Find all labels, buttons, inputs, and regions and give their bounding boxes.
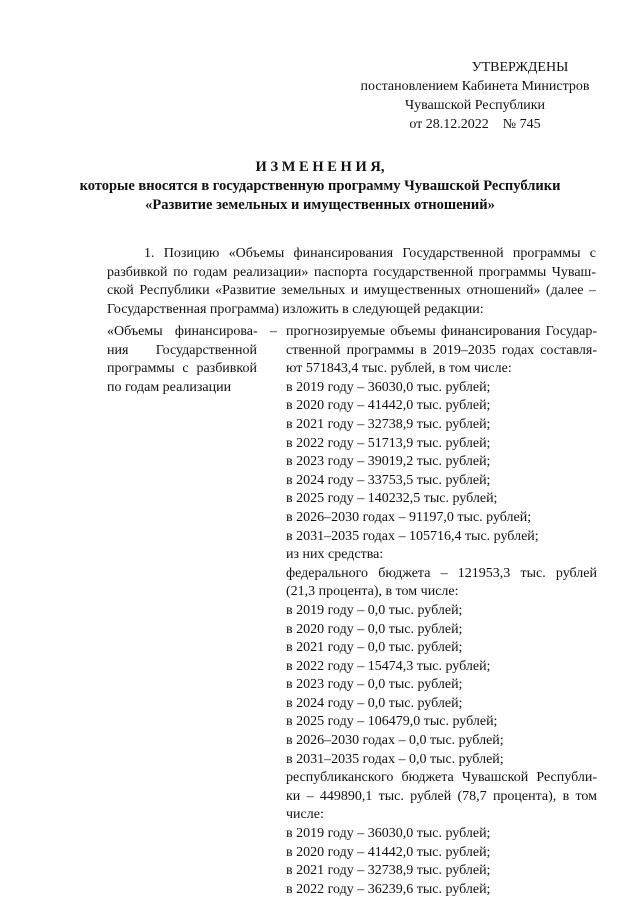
table-right-line: в 2025 году – 106479,0 тыс. рублей; — [286, 714, 498, 730]
table-right-line: в 2021 году – 32738,9 тыс. рублей; — [286, 416, 491, 432]
table-right-line: федерального бюджета – 121953,3 тыс. рублей — [286, 565, 597, 581]
table-right-line: ют 571843,4 тыс. рублей, в том числе: — [286, 361, 512, 377]
table-right-line: в 2022 году – 36239,6 тыс. рублей; — [286, 881, 491, 897]
table-right-line: в 2021 году – 0,0 тыс. рублей; — [286, 640, 463, 656]
intro-line: 1. Позицию «Объемы финансирования Государственной программы с — [144, 246, 596, 261]
document-title-line-3: «Развитие земельных и имущественных отношений» — [145, 197, 495, 213]
table-right-line: в 2026–2030 годах – 91197,0 тыс. рублей; — [286, 509, 532, 525]
table-right-line: прогнозируемые объемы финансирования Государ- — [286, 324, 597, 339]
table-right-line: числе: — [286, 807, 324, 823]
table-right-line: в 2019 году – 36030,0 тыс. рублей; — [286, 826, 491, 842]
table-left-cell — [107, 323, 277, 397]
table-right-line: из них средства: — [286, 547, 384, 563]
table-right-line: (21,3 процента), в том числе: — [286, 584, 459, 600]
approval-line-4: от 28.12.2022 № 745 — [409, 117, 541, 132]
table-right-line: в 2023 году – 39019,2 тыс. рублей; — [286, 454, 491, 470]
intro-line: Государственная программа) изложить в следующей редакции: — [107, 301, 484, 317]
table-right-line: в 2025 году – 140232,5 тыс. рублей; — [286, 491, 498, 507]
table-left-line: по годам реализации — [107, 379, 232, 395]
approval-line-2: постановлением Кабинета Министров — [360, 79, 590, 94]
table-right-line: в 2024 году – 33753,5 тыс. рублей; — [286, 472, 491, 488]
table-left-line: программы с разбивкой — [107, 361, 257, 377]
table-right-line: в 2019 году – 0,0 тыс. рублей; — [286, 602, 463, 618]
table-right-line: в 2023 году – 0,0 тыс. рублей; — [286, 677, 463, 693]
table-right-line: ки – 449890,1 тыс. рублей (78,7 процента), в том — [286, 788, 597, 804]
table-right-line: ственной программы в 2019–2035 годах составля- — [286, 342, 597, 358]
table-left-line: «Объемы финансирова- – — [107, 324, 277, 339]
table-right-line: в 2020 году – 0,0 тыс. рублей; — [286, 621, 463, 637]
intro-line: разбивкой по годам реализации» паспорта государственной программы Чуваш- — [107, 264, 596, 280]
table-right-cell — [286, 323, 597, 899]
table-right-line: в 2022 году – 51713,9 тыс. рублей; — [286, 435, 491, 451]
table-left-line: ния Государственной — [107, 342, 257, 358]
document-heading: И З М Е Н Е Н И Я, — [255, 159, 385, 175]
approval-line-1: УТВЕРЖДЕНЫ — [471, 60, 569, 75]
intro-line: ской Республики «Развитие земельных и имущественных отношений» (далее – — [107, 283, 596, 299]
table-right-line: в 2021 году – 32738,9 тыс. рублей; — [286, 863, 491, 879]
table-right-line: в 2024 году – 0,0 тыс. рублей; — [286, 695, 463, 711]
table-right-line: в 2031–2035 годах – 0,0 тыс. рублей; — [286, 751, 504, 767]
table-right-line: в 2019 году – 36030,0 тыс. рублей; — [286, 379, 491, 395]
document-title-line-2: которые вносятся в государственную программу Чувашской Республики — [79, 178, 561, 194]
table-right-line: в 2020 году – 41442,0 тыс. рублей; — [286, 398, 491, 414]
approval-line-3: Чувашской Республики — [404, 98, 546, 113]
table-right-line: в 2026–2030 годах – 0,0 тыс. рублей; — [286, 733, 504, 749]
intro-paragraph — [107, 245, 596, 319]
table-right-line: в 2022 году – 15474,3 тыс. рублей; — [286, 658, 491, 674]
table-right-line: в 2020 году – 41442,0 тыс. рублей; — [286, 844, 491, 860]
table-right-line: республиканского бюджета Чувашской Республи- — [286, 770, 597, 786]
table-right-line: в 2031–2035 годах – 105716,4 тыс. рублей; — [286, 528, 539, 544]
